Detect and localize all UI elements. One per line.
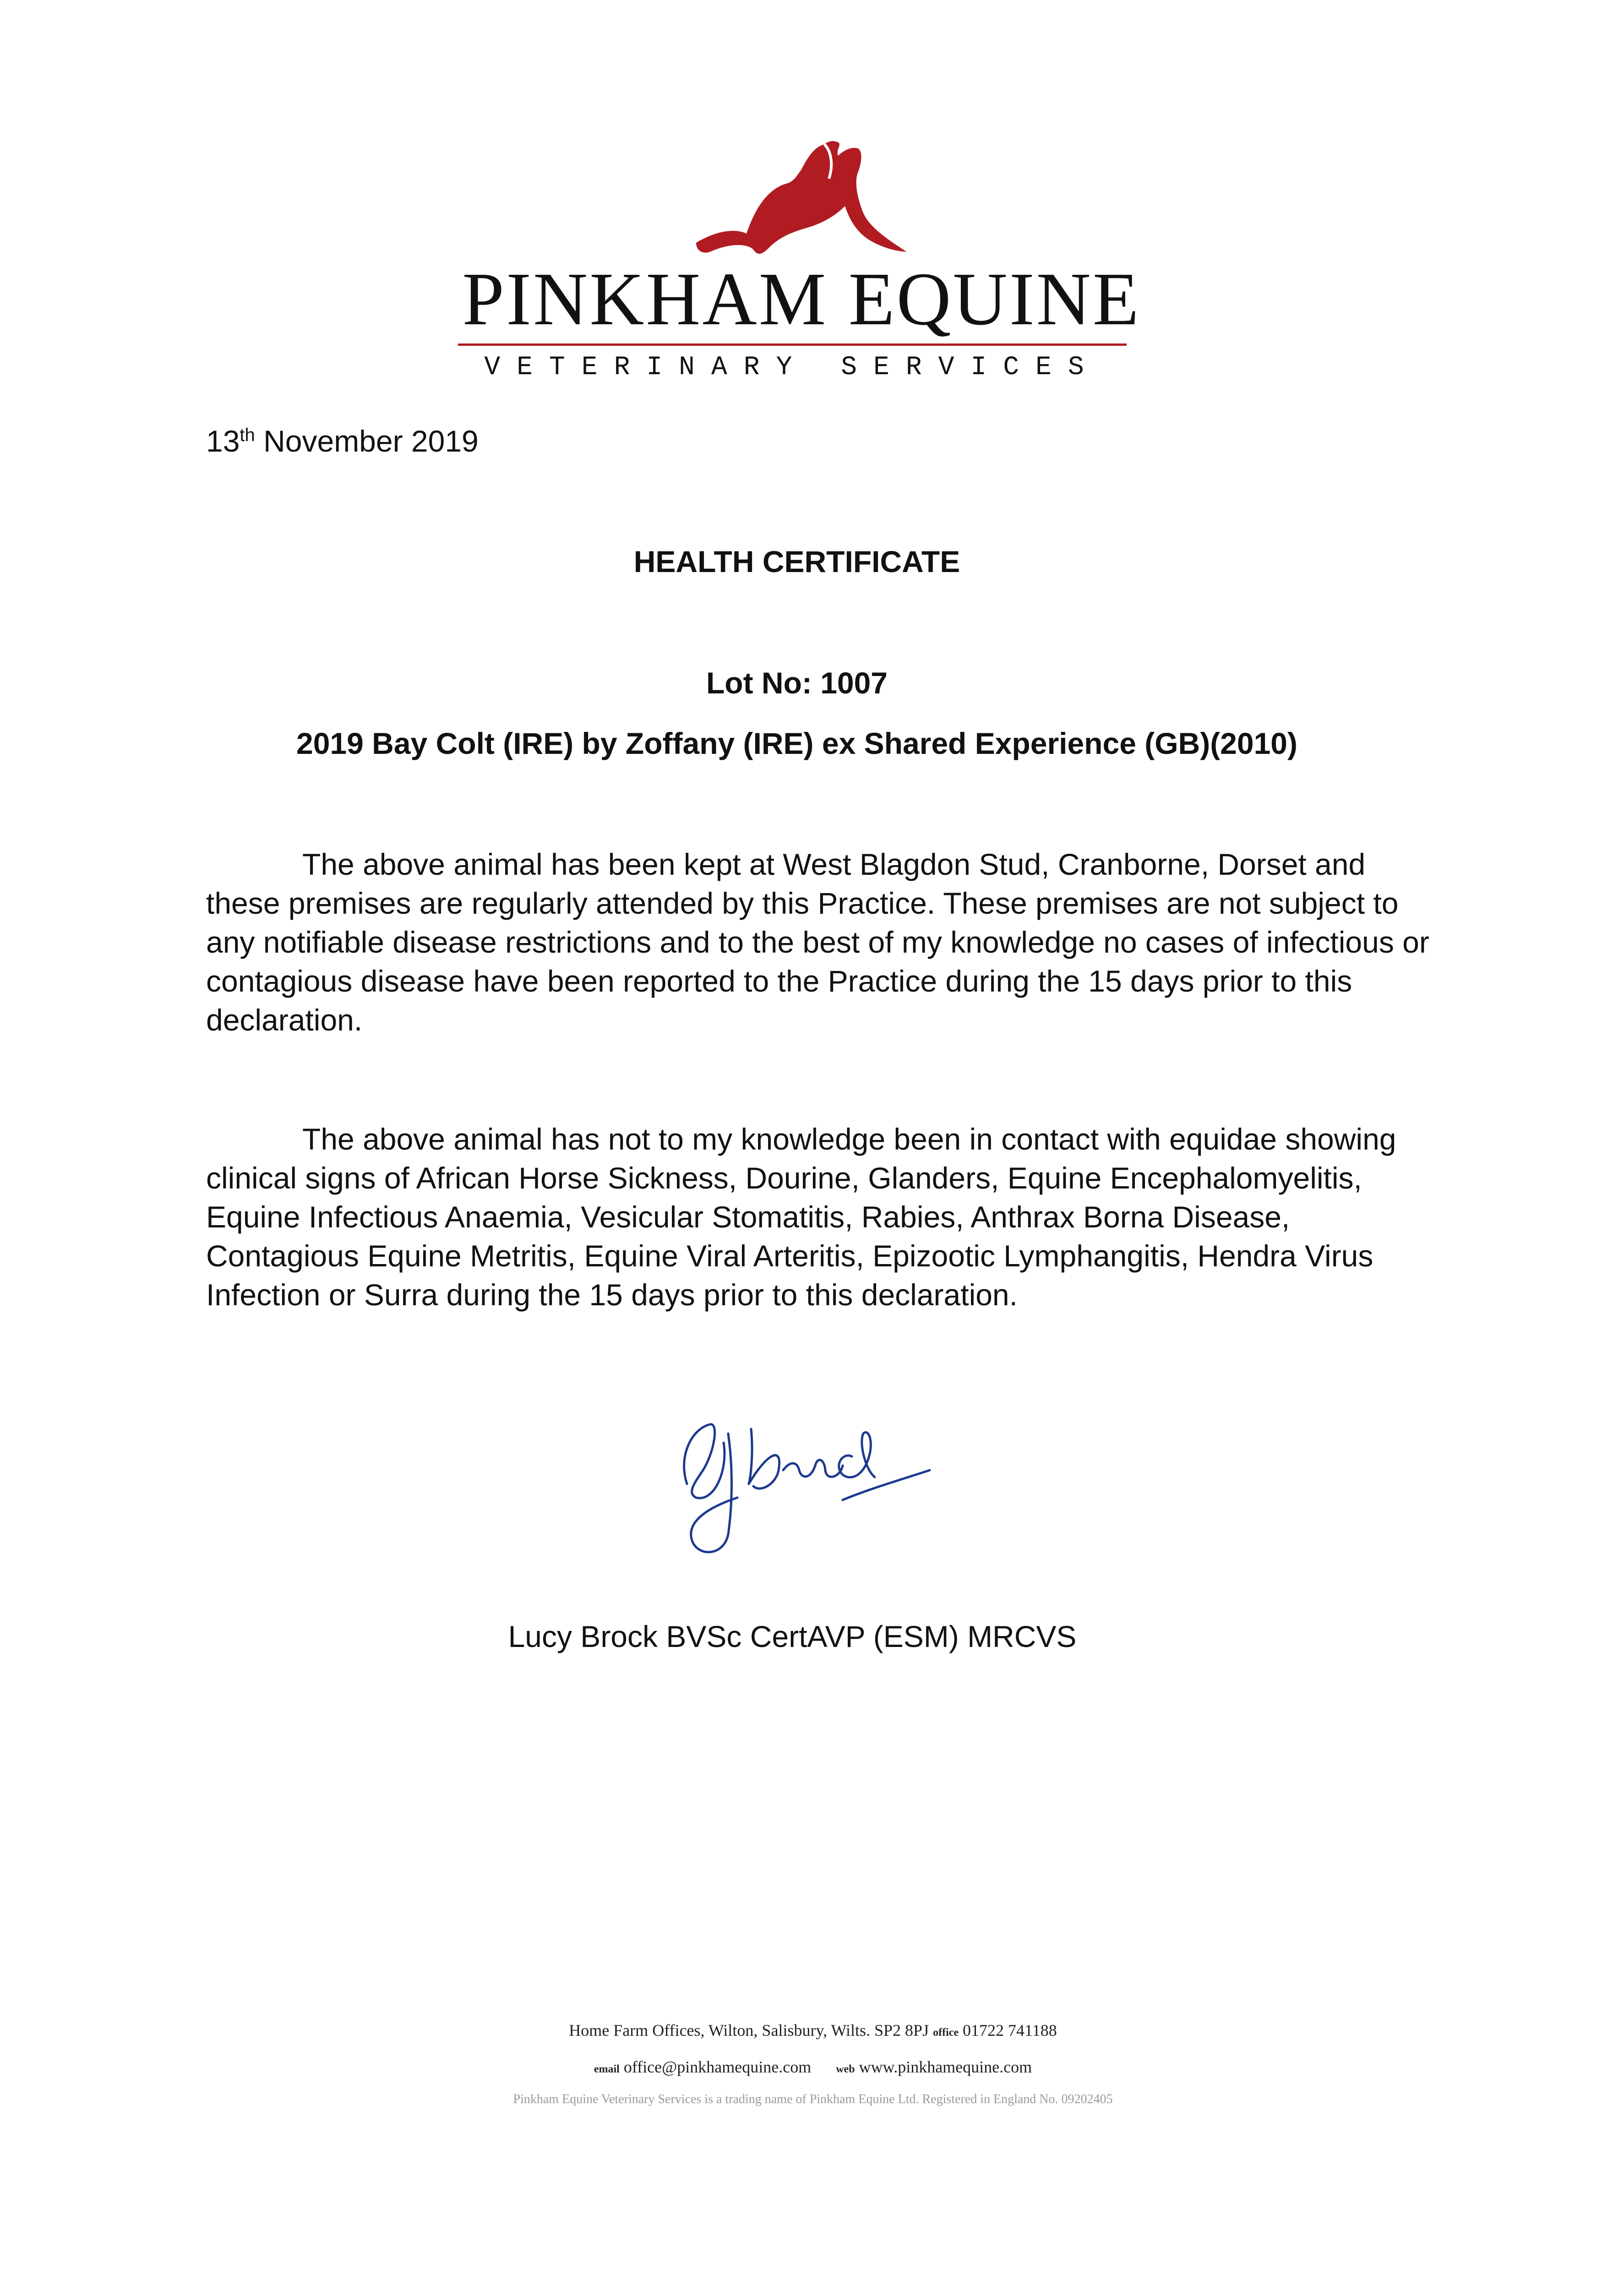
brand-name: PINKHAM EQUINE <box>462 257 1141 341</box>
date-suffix: th <box>240 425 255 445</box>
footer-web[interactable]: www.pinkhamequine.com <box>859 2058 1032 2076</box>
signatory-name: Lucy Brock BVSc CertAVP (ESM) MRCVS <box>508 1619 1077 1653</box>
footer-office-phone: 01722 741188 <box>963 2021 1057 2039</box>
horse-logo-icon <box>678 137 916 275</box>
footer-legal-notice: Pinkham Equine Veterinary Services is a trading name of Pinkham Equine Ltd. Registered in England No. 09202405 <box>513 2092 1113 2106</box>
signature <box>659 1401 943 1566</box>
horse-description: 2019 Bay Colt (IRE) by Zoffany (IRE) ex Shared Experience (GB)(2010) <box>296 726 1297 760</box>
footer-office-label: office <box>933 2027 959 2039</box>
footer-email[interactable]: office@pinkhamequine.com <box>623 2058 812 2076</box>
date-month-year: November 2019 <box>263 424 479 458</box>
letter-date <box>206 424 479 458</box>
brand-tagline: VETERINARY SERVICES <box>484 353 1101 382</box>
footer-web-label: web <box>836 2063 855 2075</box>
declaration-paragraph-diseases: The above animal has not to my knowledge been in contact with equidae showing clinical signs of African Horse Sickness, Dourine, Glanders, Equine Encephalomyelitis, Equine Infectious Anaemia, Vesicular Stomatitis, Rabies, Anthrax Borna Disease, Contagious Equine Metritis, Equine Viral Arteritis, Epizootic Lymphangitis, Hendra Virus Infection or Surra during the 15 days prior to this declaration. <box>206 1122 1396 1312</box>
footer-contact <box>321 2057 1305 2077</box>
footer-email-label: email <box>594 2063 620 2075</box>
date-day: 13 <box>206 424 240 458</box>
brand-divider <box>458 344 1127 346</box>
lot-number: Lot No: 1007 <box>706 666 888 700</box>
footer-address-text: Home Farm Offices, Wilton, Salisbury, Wilts. SP2 8PJ <box>569 2021 929 2039</box>
declaration-paragraph-premises: The above animal has been kept at West Blagdon Stud, Cranborne, Dorset and these premises are regularly attended by this Practice. These premises are not subject to any notifiable disease restrictions and to the best of my knowledge no cases of infectious or contagious disease have been reported to the Practice during the 15 days prior to this declaration. <box>206 847 1429 1037</box>
footer-address <box>321 2021 1305 2040</box>
certificate-title: HEALTH CERTIFICATE <box>633 545 960 578</box>
